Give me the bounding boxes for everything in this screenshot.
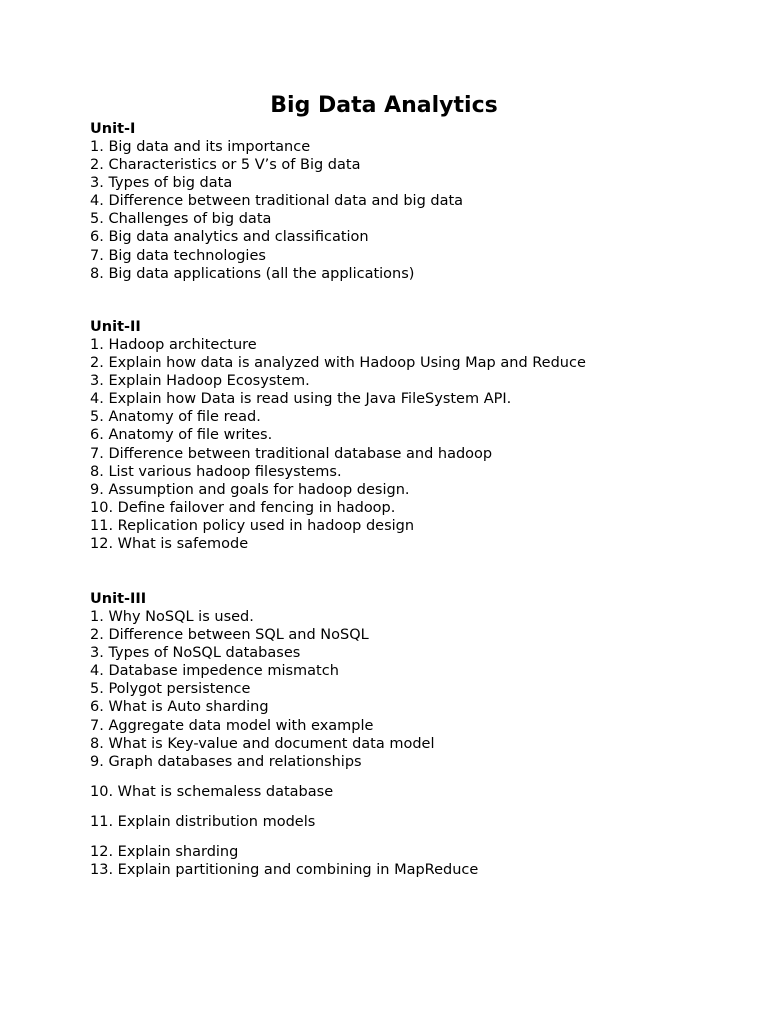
question-item: 2. Difference between SQL and NoSQL	[90, 627, 369, 644]
question-list	[90, 336, 730, 553]
question-item: 2. Characteristics or 5 V’s of Big data	[90, 157, 361, 174]
document-title: Big Data Analytics	[270, 93, 498, 118]
question-item: 1. Why NoSQL is used.	[90, 609, 254, 625]
question-item: 5. Anatomy of file read.	[90, 409, 261, 426]
question-list	[90, 608, 730, 879]
question-item: 11. Replication policy used in hadoop design	[90, 517, 415, 534]
unit-section-3	[90, 590, 730, 879]
question-item: 7. Difference between traditional database and hadoop	[90, 445, 493, 462]
question-item: 1. Hadoop architecture	[90, 337, 257, 353]
question-item: 8. What is Key-value and document data model	[90, 735, 435, 752]
question-item: 8. List various hadoop filesystems.	[90, 463, 342, 480]
question-item: 9. Assumption and goals for hadoop design.	[90, 481, 410, 498]
question-item: 4. Difference between traditional data and big data	[90, 193, 464, 210]
question-item: 11. Explain distribution models	[90, 813, 316, 830]
question-item: 12. Explain sharding	[90, 844, 239, 861]
question-item: 3. Types of big data	[90, 175, 233, 192]
question-item: 3. Types of NoSQL databases	[90, 645, 301, 662]
question-item: 3. Explain Hadoop Ecosystem.	[90, 373, 310, 390]
unit-section-1	[90, 120, 730, 283]
unit-heading: Unit-III	[90, 591, 147, 607]
question-item: 4. Explain how Data is read using the Java FileSystem API.	[90, 391, 512, 408]
question-item: 10. What is schemaless database	[90, 783, 334, 800]
unit-heading: Unit-II	[90, 319, 141, 335]
question-item: 5. Challenges of big data	[90, 211, 272, 228]
question-item: 2. Explain how data is analyzed with Hadoop Using Map and Reduce	[90, 355, 586, 372]
question-item: 6. Anatomy of file writes.	[90, 427, 273, 444]
question-item: 4. Database impedence mismatch	[90, 663, 339, 680]
question-item: 1. Big data and its importance	[90, 139, 311, 155]
question-item: 8. Big data applications (all the applications)	[90, 265, 415, 282]
question-item: 13. Explain partitioning and combining in MapReduce	[90, 862, 479, 879]
question-item: 10. Define failover and fencing in hadoop.	[90, 499, 396, 516]
question-item: 7. Big data technologies	[90, 247, 266, 264]
question-item: 6. Big data analytics and classification	[90, 229, 369, 246]
question-item: 9. Graph databases and relationships	[90, 753, 362, 770]
unit-heading: Unit-I	[90, 121, 136, 137]
question-list	[90, 138, 730, 283]
question-item: 12. What is safemode	[90, 536, 249, 553]
unit-section-2	[90, 318, 730, 553]
question-item: 5. Polygot persistence	[90, 681, 251, 698]
question-item: 6. What is Auto sharding	[90, 699, 269, 716]
question-item: 7. Aggregate data model with example	[90, 717, 374, 734]
